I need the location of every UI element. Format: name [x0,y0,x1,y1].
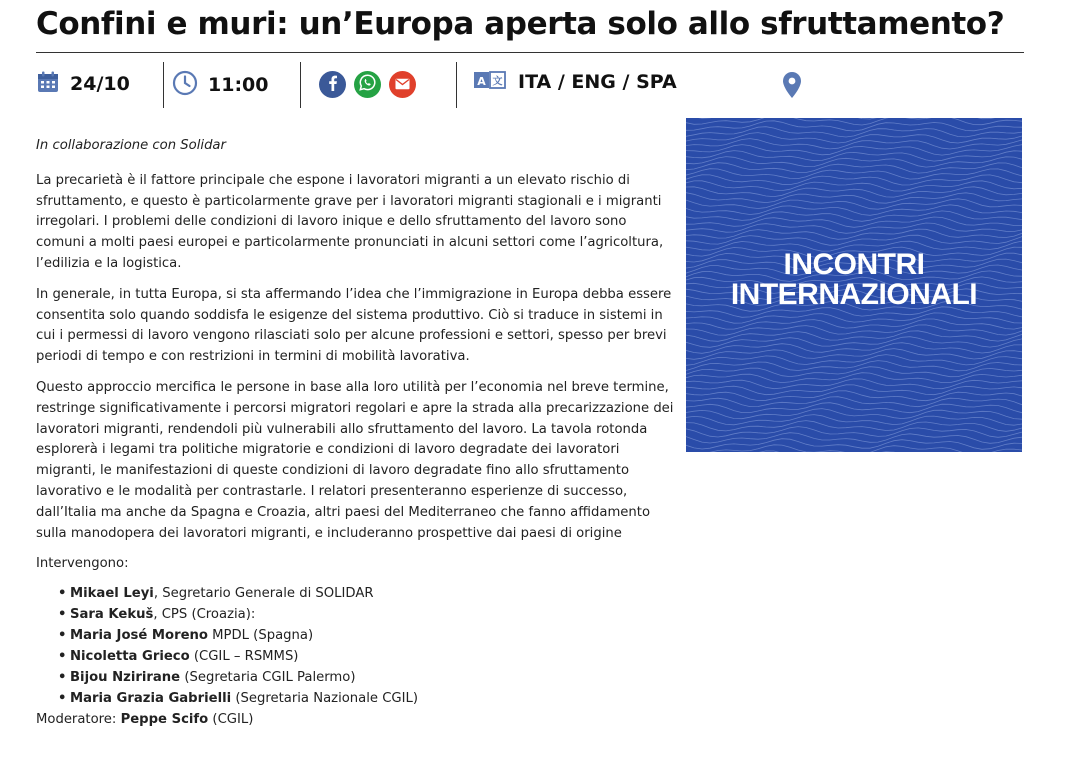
speakers-list [36,583,676,709]
event-time [172,70,268,100]
description-paragraph: In generale, in tutta Europa, si sta affermando l’idea che l’immigrazione in Europa debba essere consentita solo quando soddisfa le esigenze del sistema produttivo. Ciò si traduce in sistemi in cui i permessi di lavoro vengono rilasciati solo per alcune professioni e settori, spesso per brevi periodi di tempo e con restrizioni in termini di mobilità lavorativa. [36,286,672,365]
speaker-name: Mikael Leyi [70,586,154,602]
speaker-name: Sara Kekuš [70,607,154,623]
speaker-role: (Segretaria CGIL Palermo) [180,670,356,686]
languages-value: ITA / ENG / SPA [518,71,677,93]
event-date [36,70,130,98]
title-divider [36,52,1024,53]
clock-icon [172,70,198,100]
meta-separator [163,62,164,108]
event-languages [474,70,677,94]
moderator-name: Peppe Scifo [120,712,209,728]
speakers-heading: Intervengono: [36,556,129,572]
speaker-role: , Segretario Generale di SOLIDAR [153,586,374,602]
whatsapp-icon [359,74,376,95]
date-value: 24/10 [70,73,130,95]
description-paragraph: Questo approccio mercifica le persone in base alla loro utilità per l’economia nel breve termine, restringe significativamente i percorsi migratori regolari e apre la strada alla precarizzazione dei lavoratori migranti, rendendoli più vulnerabili allo sfruttamento del lavoro. La tavola rotonda esplorerà i legami tra politiche migratorie e condizioni di lavoro degradate dei lavoratori migranti, le manifestazioni di queste condizioni di lavoro degradate fino allo sfruttamento lavorativo e le modalità per contrastarle. I relatori presenteranno esperienze di successo, dall’Italia ma anche da Spagna e Croazia, altri paesi del Mediterraneo che fanno affidamento sulla manodopera dei lavoratori migranti, e includeranno prospettive dai paesi di origine [36,379,674,541]
poster-title [686,250,1022,310]
speaker-name: Bijou Nzirirane [70,670,181,686]
moderator-label: Moderatore: [36,712,121,728]
svg-text:A: A [477,75,486,88]
facebook-share-button[interactable] [319,71,346,98]
translate-icon [474,70,506,94]
speaker-item [58,688,676,709]
event-description [36,136,676,730]
location-button[interactable] [781,71,803,103]
speaker-item [58,604,676,625]
description-paragraph: La precarietà è il fattore principale che espone i lavoratori migranti a un elevato rischio di sfruttamento, e questo è particolarmente grave per i lavoratori migranti stagionali e i migranti irregolari. I problemi delle condizioni di lavoro inique e dello sfruttamento del lavoro sono comuni a molti paesi europei e particolarmente pronunciati in alcuni settori come l’agricoltura, l’edilizia e la logistica. [36,172,664,271]
speaker-name: Maria José Moreno [70,628,208,644]
speaker-name: Nicoletta Grieco [70,649,190,665]
facebook-icon [326,75,340,95]
email-share-button[interactable] [389,71,416,98]
moderator-org: (CGIL) [208,712,254,728]
email-icon [395,75,410,94]
speaker-role: (Segretaria Nazionale CGIL) [231,691,419,707]
time-value: 11:00 [208,74,269,96]
calendar-icon [36,70,60,98]
speaker-role: (CGIL – RSMMS) [189,649,299,665]
map-pin-icon [781,84,803,103]
meta-separator [456,62,457,108]
speaker-name: Maria Grazia Gabrielli [70,691,232,707]
speaker-item [58,646,676,667]
page-title: Confini e muri: un’Europa aperta solo allo sfruttamento? [36,6,1005,42]
speaker-item [58,625,676,646]
meta-separator [300,62,301,108]
poster-line-1: INCONTRI [783,248,925,281]
speaker-item [58,667,676,688]
moderator-line [36,709,676,730]
collaboration-note: In collaborazione con Solidar [36,138,226,153]
whatsapp-share-button[interactable] [354,71,381,98]
speaker-role: MPDL (Spagna) [207,628,314,644]
poster-line-2: INTERNAZIONALI [730,278,978,311]
speaker-role: , CPS (Croazia): [153,607,256,623]
svg-text:文: 文 [492,76,503,88]
event-poster [686,118,1022,452]
speaker-item [58,583,676,604]
